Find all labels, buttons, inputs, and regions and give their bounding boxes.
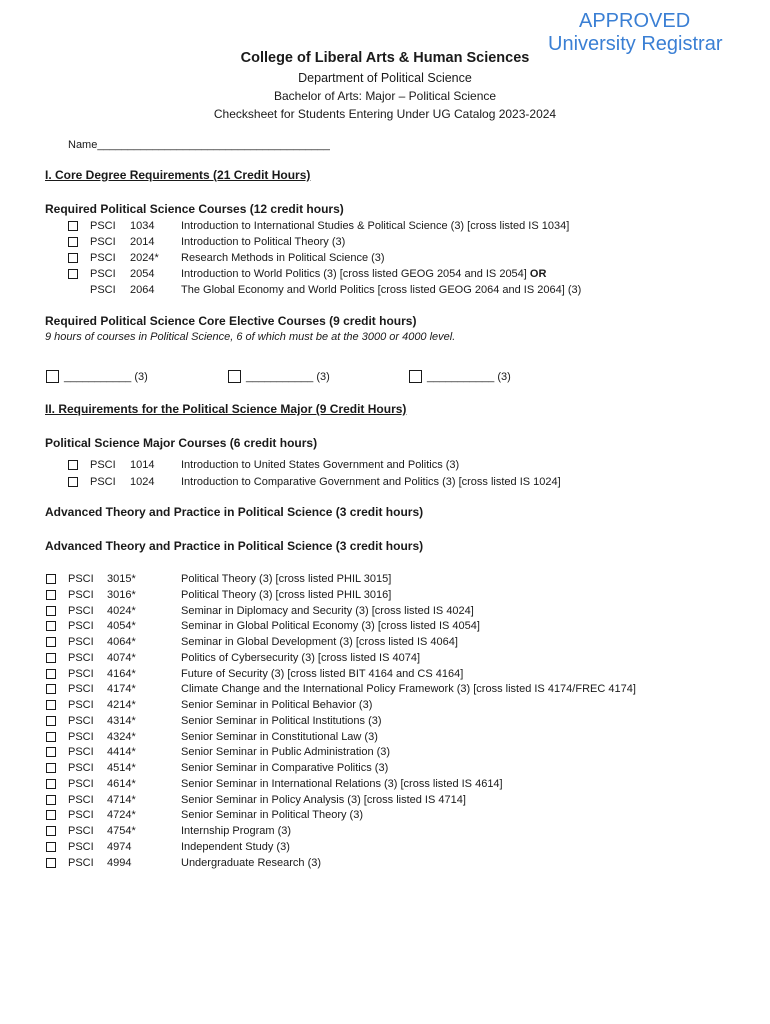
course-checkbox[interactable] (46, 826, 56, 836)
course-row (0, 760, 770, 776)
course-title-text: Senior Seminar in Policy Analysis (3) [cross listed IS 4714] (181, 793, 466, 806)
course-checkbox[interactable] (46, 716, 56, 726)
stamp-line-2: University Registrar (548, 33, 723, 55)
course-number: 4024* (107, 604, 136, 617)
course-number: 1024 (130, 475, 155, 488)
course-dept: PSCI (68, 636, 94, 648)
course-checkbox[interactable] (46, 763, 56, 773)
course-dept: PSCI (68, 793, 94, 806)
course-checkbox[interactable] (46, 810, 56, 820)
course-dept: PSCI (68, 683, 94, 696)
course-title-text: Senior Seminar in Constitutional Law (3) (181, 730, 378, 743)
section-2-heading: II. Requirements for the Political Science Major (9 Credit Hours) (45, 402, 407, 416)
course-checkbox[interactable] (46, 747, 56, 757)
course-checkbox[interactable] (46, 795, 56, 805)
course-title (181, 282, 581, 298)
course-title (181, 250, 385, 266)
course-number: 4064* (107, 636, 136, 648)
course-dept: PSCI (68, 762, 94, 774)
elective-blank[interactable]: ___________ (3) (64, 371, 148, 383)
course-row (0, 744, 770, 760)
course-title (181, 823, 291, 839)
course-dept: PSCI (68, 730, 94, 743)
course-checkbox[interactable] (46, 637, 56, 647)
course-title (181, 697, 372, 713)
course-dept: PSCI (68, 573, 94, 585)
course-title-text: The Global Economy and World Politics [cross listed GEOG 2064 and IS 2064] (3) (181, 284, 582, 296)
course-title (181, 681, 636, 697)
course-title-text: Seminar in Global Development (3) [cross listed IS 4064] (181, 636, 458, 648)
course-checkbox[interactable] (46, 700, 56, 710)
course-checkbox[interactable] (46, 606, 56, 616)
course-row (0, 776, 770, 792)
course-title-text: Internship Program (3) (181, 825, 292, 837)
course-row (0, 650, 770, 666)
course-row (0, 250, 770, 266)
course-number: 2024* (130, 252, 159, 264)
course-number: 4714* (107, 793, 136, 806)
course-dept: PSCI (68, 856, 94, 869)
course-title (181, 760, 388, 776)
course-title (181, 218, 569, 234)
course-number: 4994 (107, 856, 132, 869)
course-row (0, 282, 770, 298)
course-row (0, 697, 770, 713)
course-checkbox[interactable] (68, 237, 78, 247)
course-title-text: Introduction to Political Theory (3) (181, 236, 346, 248)
required-courses-heading: Required Political Science Courses (12 credit hours) (45, 202, 344, 216)
course-number: 4974 (107, 840, 132, 853)
stamp-line-1: APPROVED (579, 10, 691, 32)
course-title (181, 234, 345, 250)
course-dept: PSCI (68, 699, 94, 711)
advanced-heading-2: Advanced Theory and Practice in Political Science (3 credit hours) (45, 539, 424, 553)
course-checkbox[interactable] (68, 221, 78, 231)
course-dept: PSCI (68, 667, 94, 680)
course-title-text: Climate Change and the International Policy Framework (3) [cross listed IS 4174/FREC 4174] (181, 683, 636, 696)
course-title-text: Senior Seminar in Political Theory (3) (181, 809, 363, 822)
course-title-text: Seminar in Global Political Economy (3) [cross listed IS 4054] (181, 620, 480, 633)
course-dept: PSCI (68, 651, 94, 664)
course-row (0, 587, 770, 603)
course-row (0, 666, 770, 682)
course-title-text: Politics of Cybersecurity (3) [cross listed IS 4074] (181, 651, 421, 664)
course-number: 4054* (107, 620, 136, 633)
course-checkbox[interactable] (68, 477, 78, 487)
course-checkbox[interactable] (46, 842, 56, 852)
course-title (181, 457, 459, 473)
course-number: 2054 (130, 268, 155, 280)
course-title-text: Senior Seminar in Political Institutions (3) (181, 714, 382, 727)
course-row (0, 571, 770, 587)
course-title (181, 474, 561, 490)
name-field[interactable]: Name______________________________________ (68, 139, 330, 151)
course-row (0, 823, 770, 839)
course-title-text: Senior Seminar in Political Behavior (3) (181, 699, 373, 711)
course-number: 4754* (107, 825, 136, 837)
major-courses-heading: Political Science Major Courses (6 credit hours) (45, 436, 318, 450)
course-title-text: Research Methods in Political Science (3) (181, 252, 385, 264)
course-number: 4414* (107, 746, 136, 759)
course-row (0, 839, 770, 855)
course-row (0, 618, 770, 634)
course-row (0, 807, 770, 823)
course-row (0, 474, 770, 490)
course-checkbox[interactable] (46, 621, 56, 631)
course-title-text: Introduction to United States Government and Politics (3) (181, 459, 460, 471)
course-row (0, 713, 770, 729)
course-dept: PSCI (90, 236, 116, 248)
course-title-text: Introduction to World Politics (3) [cross listed GEOG 2054 and IS 2054] (181, 268, 527, 280)
elective-checkbox[interactable] (409, 370, 422, 383)
course-number: 4314* (107, 714, 136, 727)
course-dept: PSCI (90, 268, 116, 280)
course-row (0, 855, 770, 871)
course-dept: PSCI (68, 777, 94, 790)
course-row (0, 218, 770, 234)
course-dept: PSCI (68, 620, 94, 633)
course-row (0, 681, 770, 697)
course-number: 3016* (107, 588, 136, 601)
course-checkbox[interactable] (46, 732, 56, 742)
course-dept: PSCI (68, 714, 94, 727)
course-or-marker: OR (529, 268, 547, 280)
course-title (181, 792, 466, 808)
catalog-title: Checksheet for Students Entering Under UG Catalog 2023-2024 (213, 107, 557, 121)
course-number: 2064 (130, 284, 155, 296)
course-number: 4724* (107, 809, 136, 822)
course-number: 4214* (107, 699, 136, 711)
course-number: 4324* (107, 730, 136, 743)
course-row (0, 634, 770, 650)
course-title (181, 266, 546, 282)
course-title-text: Introduction to Comparative Government and Politics (3) [cross listed IS 1024] (181, 475, 561, 488)
course-title-text: Political Theory (3) [cross listed PHIL 3015] (181, 573, 392, 585)
course-dept: PSCI (68, 825, 94, 837)
course-dept: PSCI (90, 252, 116, 264)
course-title (181, 713, 382, 729)
course-title (181, 666, 463, 682)
course-number: 2014 (130, 236, 155, 248)
course-title (181, 587, 391, 603)
advanced-heading-1: Advanced Theory and Practice in Political Science (3 credit hours) (45, 505, 424, 519)
course-title (181, 618, 480, 634)
course-title-text: Senior Seminar in International Relations (3) [cross listed IS 4614] (181, 777, 503, 790)
course-row (0, 457, 770, 473)
course-checkbox[interactable] (68, 460, 78, 470)
degree-title: Bachelor of Arts: Major – Political Science (273, 89, 497, 103)
elective-checkbox[interactable] (46, 370, 59, 383)
course-title-text: Political Theory (3) [cross listed PHIL 3016] (181, 588, 392, 601)
course-number: 4514* (107, 762, 136, 774)
core-elective-note: 9 hours of courses in Political Science, 6 of which must be at the 3000 or 4000 level. (45, 331, 456, 343)
course-number: 3015* (107, 573, 136, 585)
course-checkbox[interactable] (46, 779, 56, 789)
elective-checkbox[interactable] (228, 370, 241, 383)
course-checkbox[interactable] (68, 269, 78, 279)
course-number: 1014 (130, 459, 155, 471)
course-title (181, 650, 420, 666)
course-row (0, 729, 770, 745)
course-title (181, 729, 378, 745)
course-number: 4174* (107, 683, 136, 696)
course-title (181, 855, 321, 871)
course-dept: PSCI (68, 840, 94, 853)
course-checkbox[interactable] (68, 253, 78, 263)
course-title (181, 571, 391, 587)
course-title (181, 634, 458, 650)
elective-blank[interactable]: ___________ (3) (427, 371, 511, 383)
course-title (181, 807, 363, 823)
course-number: 1034 (130, 220, 155, 232)
section-1-heading: I. Core Degree Requirements (21 Credit Hours) (45, 168, 311, 182)
course-title-text: Senior Seminar in Comparative Politics (3) (181, 762, 389, 774)
course-title-text: Introduction to International Studies & Political Science (3) [cross listed IS 1034] (181, 220, 570, 232)
course-dept: PSCI (68, 746, 94, 759)
course-checkbox[interactable] (46, 653, 56, 663)
course-title (181, 603, 474, 619)
course-row (0, 234, 770, 250)
course-number: 4164* (107, 667, 136, 680)
course-title-text: Senior Seminar in Public Administration (3) (181, 746, 391, 759)
course-number: 4074* (107, 651, 136, 664)
course-row (0, 266, 770, 282)
course-dept: PSCI (68, 809, 94, 822)
course-number: 4614* (107, 777, 136, 790)
course-row (0, 792, 770, 808)
course-title (181, 776, 503, 792)
course-dept: PSCI (68, 604, 94, 617)
course-title-text: Independent Study (3) (181, 840, 290, 853)
department-title: Department of Political Science (298, 71, 472, 85)
course-title (181, 839, 290, 855)
course-title-text: Future of Security (3) [cross listed BIT 4164 and CS 4164] (181, 667, 464, 680)
course-row (0, 603, 770, 619)
course-checkbox[interactable] (46, 858, 56, 868)
elective-blank[interactable]: ___________ (3) (246, 371, 330, 383)
course-dept: PSCI (90, 220, 116, 232)
course-checkbox[interactable] (46, 684, 56, 694)
course-title-text: Undergraduate Research (3) (181, 856, 322, 869)
course-checkbox[interactable] (46, 669, 56, 679)
course-checkbox[interactable] (46, 574, 56, 584)
course-dept: PSCI (68, 588, 94, 601)
course-title (181, 744, 390, 760)
course-title-text: Seminar in Diplomacy and Security (3) [cross listed IS 4024] (181, 604, 474, 617)
course-checkbox[interactable] (46, 590, 56, 600)
course-dept: PSCI (90, 284, 116, 296)
core-elective-heading: Required Political Science Core Elective Courses (9 credit hours) (45, 314, 417, 328)
course-dept: PSCI (90, 459, 116, 471)
course-dept: PSCI (90, 475, 116, 488)
college-title: College of Liberal Arts & Human Sciences (240, 50, 530, 66)
